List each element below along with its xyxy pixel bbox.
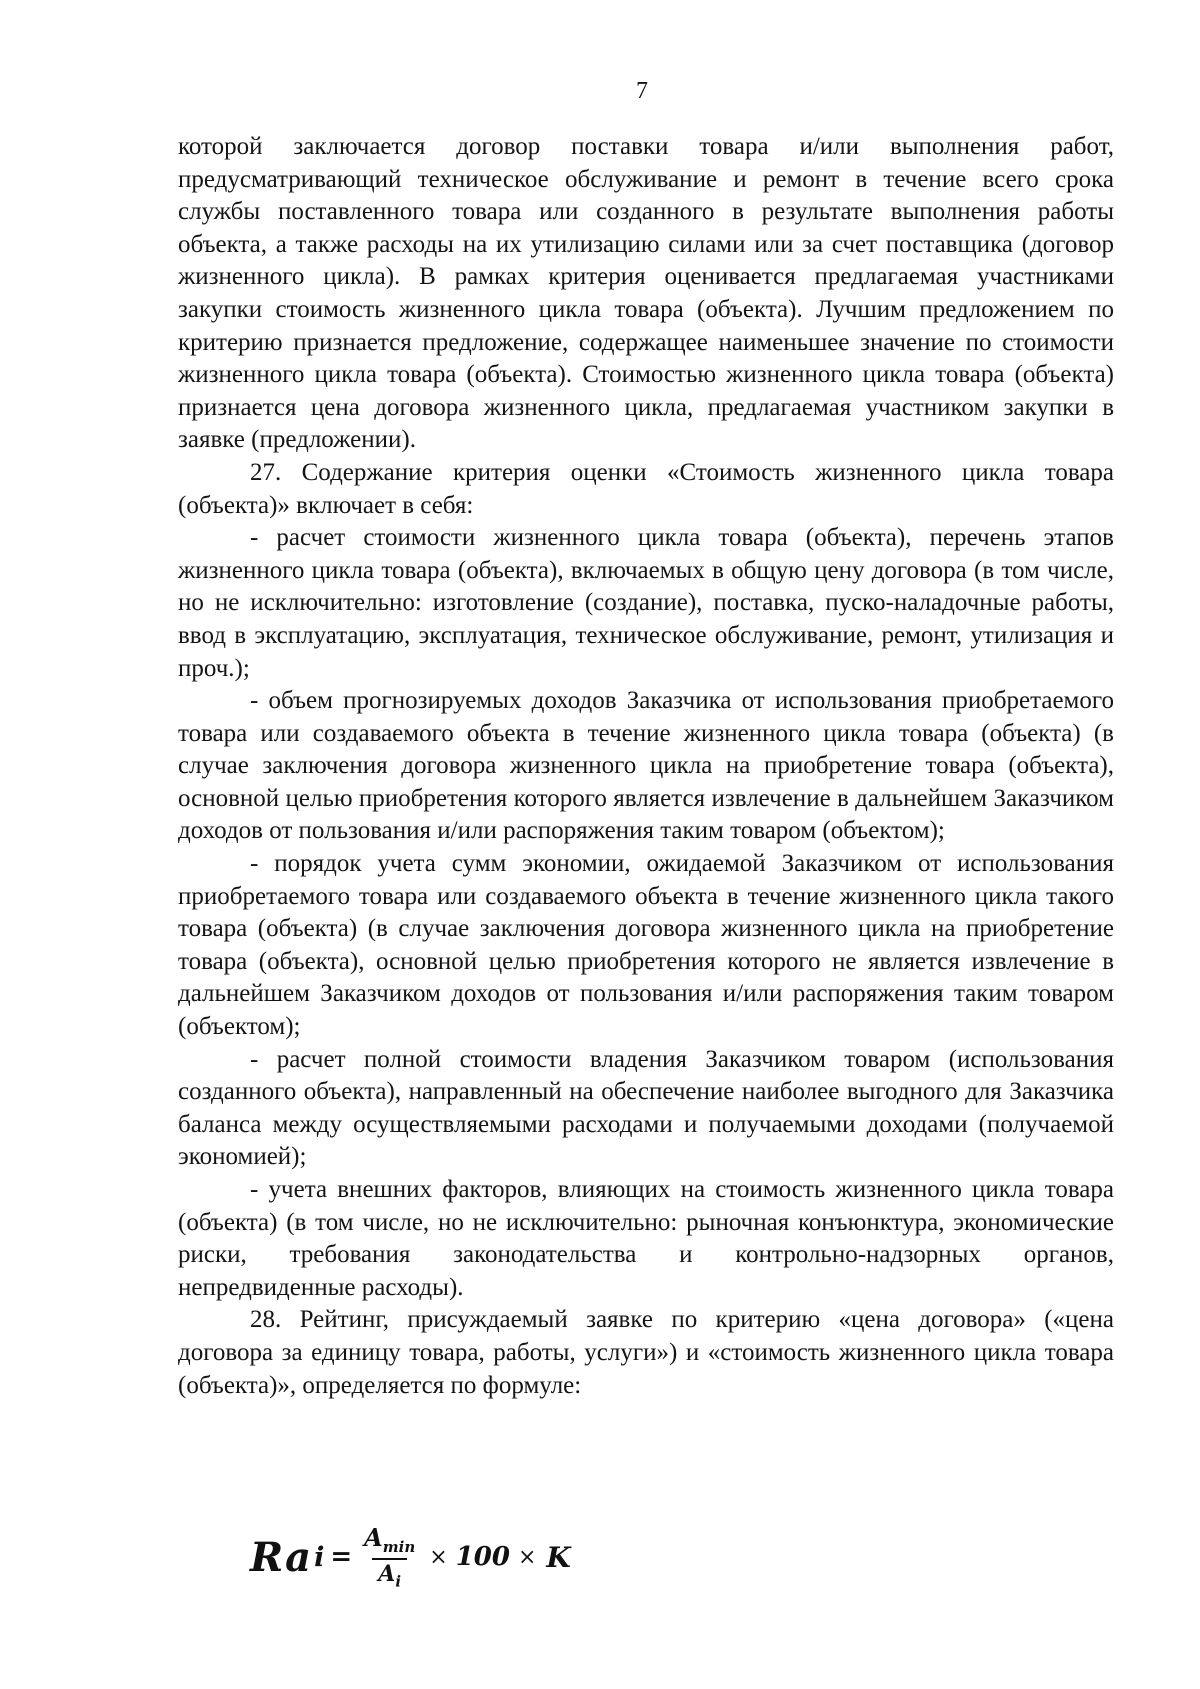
list-item-ownership-cost: - расчет полной стоимости владения Заказчиком товаром (использования созданного объекта), направленный на обеспечение наиболее выгодного для Заказчика баланса между осуществляемыми расходами и получаемыми доходами (получаемой экономией); xyxy=(178,1045,1114,1171)
denominator-symbol: A xyxy=(378,1561,396,1588)
formula-lhs: Ra xyxy=(250,1533,313,1581)
paragraph-28-rating: 28. Рейтинг, присуждаемый заявке по критерию «цена договора» («цена договора за единицу товара, работы, услуги») и «стоимость жизненного цикла товара (объекта)», определяется по формуле: xyxy=(178,1306,1114,1399)
formula-lhs-index: i xyxy=(314,1541,325,1573)
denominator-index: i xyxy=(395,1572,402,1591)
formula-times-1: × xyxy=(429,1544,448,1570)
numerator-symbol: A xyxy=(364,1523,383,1553)
numerator-index: min xyxy=(382,1538,416,1557)
formula-times-2: × xyxy=(517,1544,537,1570)
list-item-external-factors: - учета внешних факторов, влияющих на стоимость жизненного цикла товара (объекта) (в том числе, но не исключительно: рыночная конъюнктура, экономические риски, требования законодательства и контрольно-надзорных органов, непредвиденные расходы). xyxy=(178,1176,1114,1301)
paragraph-criterion-description: которой заключается договор поставки товара и/или выполнения работ, предусматривающий техническое обслуживание и ремонт в течение всего срока службы поставленного товара или созданного в результате выполнения работы объекта, а также расходы на их утилизацию силами или за счет поставщика (договор жизненного цикла). В рамках критерия оценивается предлагаемая участниками закупки стоимость жизненного цикла товара (объекта). Лучшим предложением по критерию признается предложение, содержащее наименьшее значение по стоимости жизненного цикла товара (объекта). Стоимостью жизненного цикла товара (объекта) признается цена договора жизненного цикла, предлагаемая участником закупки в заявке (предложении). xyxy=(178,133,1114,454)
paragraph-27-intro: 27. Содержание критерия оценки «Стоимость жизненного цикла товара (объекта)» включает в себя: xyxy=(178,458,1114,519)
formula-fraction xyxy=(362,1523,417,1590)
formula-denominator xyxy=(372,1558,407,1590)
formula-numerator xyxy=(362,1523,417,1558)
list-item-lifecycle-cost: - расчет стоимости жизненного цикла товара (объекта), перечень этапов жизненного цикла товара (объекта), включаемых в общую цену договора (в том числе, но не исключительно: изготовление (создание), поставка, пуско-наладочные работы, ввод в эксплуатацию, эксплуатация, техническое обслуживание, ремонт, утилизация и проч.); xyxy=(178,524,1114,682)
rating-formula xyxy=(250,1512,571,1602)
formula-constant: 100 xyxy=(455,1542,510,1572)
list-item-savings: - порядок учета сумм экономии, ожидаемой Заказчиком от использования приобретаемого товара или создаваемого объекта в течение жизненного цикла такого товара (объекта) (в случае заключения договора жизненного цикла на приобретение товара (объекта), основной целью приобретения которого не является извлечение в дальнейшем Заказчиком доходов от пользования и/или распоряжения таким товаром (объектом); xyxy=(178,850,1114,1041)
formula-coefficient: K xyxy=(546,1540,571,1574)
list-item-forecast-income: - объем прогнозируемых доходов Заказчика от использования приобретаемого товара или создаваемого объекта в течение жизненного цикла товара (объекта) (в случае заключения договора жизненного цикла на приобретение товара (объекта), основной целью приобретения которого является извлечение в дальнейшем Заказчиком доходов от пользования и/или распоряжения таким товаром (объектом); xyxy=(178,687,1114,845)
document-body xyxy=(178,131,1114,1402)
page-number: 7 xyxy=(636,78,648,104)
formula-equals: = xyxy=(330,1542,353,1572)
